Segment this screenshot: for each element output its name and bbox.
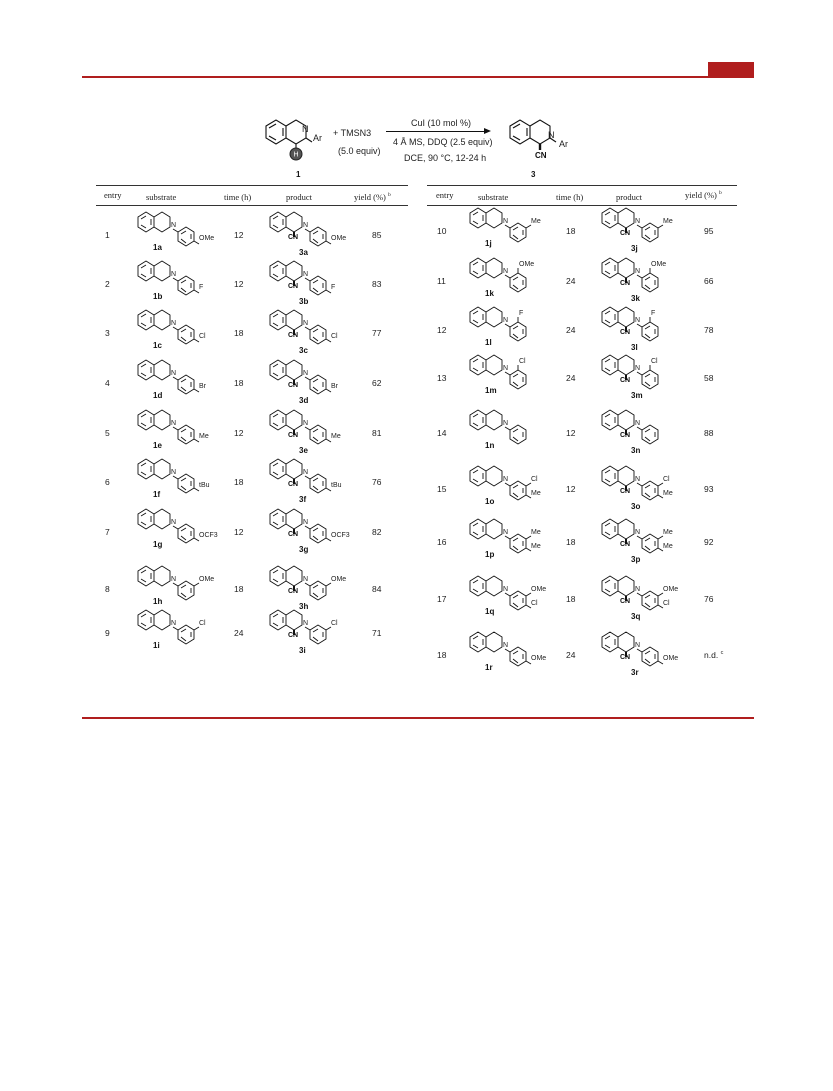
substrate-label: 1i: [153, 641, 160, 650]
substrate-label: 1r: [485, 663, 493, 672]
product-n: N: [635, 586, 641, 593]
product-structure: [268, 257, 352, 297]
product-cn: CN: [288, 234, 299, 241]
product-n: N: [303, 222, 309, 229]
product-n: N: [303, 420, 309, 427]
substrate-substituent: Br: [199, 383, 206, 390]
yield-value: 77: [372, 328, 382, 338]
product-structure: [268, 606, 352, 646]
entry-number: 11: [437, 276, 446, 286]
substrate-label: 1k: [485, 289, 494, 298]
yield-footnote: c: [720, 650, 724, 657]
reaction-time: 18: [234, 378, 244, 388]
product-cn: CN: [620, 488, 631, 495]
product-substituent: Cl: [651, 358, 658, 365]
entry-number: 4: [105, 378, 110, 388]
product-substituent: F: [651, 310, 656, 317]
reaction-time: 18: [234, 477, 244, 487]
product-substituent: OCF3: [331, 532, 350, 539]
yield-value: 71: [372, 628, 382, 638]
entry-number: 7: [105, 527, 110, 537]
product-label: 3d: [299, 396, 309, 405]
reaction-time: 12: [566, 484, 576, 494]
product-cn: CN: [620, 280, 631, 287]
product-substituent: Me: [331, 433, 341, 440]
product-structure: [268, 208, 352, 248]
product-cn: CN: [288, 432, 299, 439]
header-substrate-left: substrate: [146, 192, 177, 202]
product-label: 3m: [631, 391, 643, 400]
product-structure: [600, 628, 684, 668]
product-cn: CN: [288, 332, 299, 339]
substrate-n: N: [503, 218, 509, 225]
product-cn: CN: [288, 481, 299, 488]
substrate-n: N: [171, 271, 177, 278]
substrate-label: 1a: [153, 243, 162, 252]
substrate-substituent-2: Me: [531, 490, 541, 497]
yield-value: 78: [704, 325, 714, 335]
entry-number: 14: [437, 428, 447, 438]
substrate-label: 1e: [153, 441, 162, 450]
substrate-substituent: OCF3: [199, 532, 218, 539]
substrate-substituent: Me: [199, 433, 209, 440]
substrate-label: 1b: [153, 292, 163, 301]
substrate-structure: [136, 505, 220, 545]
product-cn: CN: [620, 377, 631, 384]
reaction-time: 24: [234, 628, 244, 638]
header-entry-right: entry: [436, 190, 454, 200]
header-time-left: time (h): [224, 192, 252, 202]
product-substituent: Cl: [331, 333, 338, 340]
substrate-substituent: tBu: [199, 482, 210, 489]
substrate-substituent: Me: [531, 218, 541, 225]
product-substituent: Me: [663, 529, 673, 536]
product-label: 3g: [299, 545, 309, 554]
svg-text:H: H: [293, 151, 299, 159]
reaction-time: 24: [566, 325, 576, 335]
header-time-right: time (h): [556, 192, 584, 202]
substrate-label: 1q: [485, 607, 495, 616]
product-label: 3k: [631, 294, 640, 303]
yield-value: 84: [372, 584, 382, 594]
substrate-substituent: OMe: [199, 576, 215, 583]
table-right-top-rule: [427, 185, 737, 186]
product-label: 3j: [631, 244, 638, 253]
product-label: 3e: [299, 446, 308, 455]
yield-value: 93: [704, 484, 714, 494]
entry-number: 1: [105, 230, 110, 240]
product-substituent: Me: [663, 218, 673, 225]
product-substituent-2: Me: [663, 490, 673, 497]
substrate-n: N: [171, 620, 177, 627]
bottom-rule: [82, 717, 754, 719]
product-structure: [600, 406, 684, 446]
product-cn: CN: [288, 283, 299, 290]
header-product-left: product: [286, 192, 312, 202]
entry-number: 9: [105, 628, 110, 638]
product-substituent: OMe: [651, 261, 667, 268]
product-structure: [268, 356, 352, 396]
header-yield-left: yield (%) $^b$: [354, 192, 391, 202]
reaction-time: 12: [234, 279, 244, 289]
entry-number: 3: [105, 328, 110, 338]
product-cn: CN: [620, 598, 631, 605]
substrate-n: N: [503, 365, 509, 372]
yield-value: 88: [704, 428, 714, 438]
reaction-time: 12: [566, 428, 576, 438]
substrate-substituent: OMe: [531, 655, 547, 662]
yield-value: 95: [704, 226, 714, 236]
substrate-substituent-2: Cl: [531, 600, 538, 607]
product-label: 3b: [299, 297, 309, 306]
start-material-label: 1: [296, 170, 301, 179]
substrate-n: N: [171, 469, 177, 476]
entry-number: 17: [437, 594, 447, 604]
header-product-right: product: [616, 192, 642, 202]
condition-catalyst: CuI (10 mol %): [411, 118, 472, 128]
substrate-structure: [136, 406, 220, 446]
reaction-time: 18: [566, 226, 576, 236]
product-label: 3p: [631, 555, 641, 564]
entry-number: 2: [105, 279, 110, 289]
substrate-n: N: [171, 222, 177, 229]
substrate-label: 1f: [153, 490, 161, 499]
substrate-structure: [468, 628, 552, 668]
product-label: 3c: [299, 346, 308, 355]
product-substituent: OMe: [331, 235, 347, 242]
entry-number: 16: [437, 537, 447, 547]
entry-number: 8: [105, 584, 110, 594]
product-substituent: OMe: [663, 655, 679, 662]
yield-value: n.d. $^c$: [704, 650, 724, 660]
product-label: 3q: [631, 612, 641, 621]
product-label: 3a: [299, 248, 308, 257]
product-substituent: Cl: [663, 476, 670, 483]
scheme-n: N: [302, 124, 309, 134]
product-label: 3f: [299, 495, 307, 504]
entry-number: 10: [437, 226, 447, 236]
product-cn: CN: [288, 382, 299, 389]
substrate-structure: [468, 254, 552, 294]
product-n: N: [303, 576, 309, 583]
reagent-equiv: (5.0 equiv): [338, 146, 381, 156]
substrate-substituent: Cl: [531, 476, 538, 483]
substrate-n: N: [171, 370, 177, 377]
product-label: 3n: [631, 446, 641, 455]
entry-number: 18: [437, 650, 447, 660]
substrate-n: N: [503, 317, 509, 324]
product-label: 3r: [631, 668, 639, 677]
product-cn: CN: [288, 531, 299, 538]
yield-value: 82: [372, 527, 382, 537]
table-left-header-rule: [96, 205, 408, 206]
substrate-substituent: F: [199, 284, 204, 291]
entry-number: 12: [437, 325, 447, 335]
product-substituent-2: Me: [663, 543, 673, 550]
product-n: N: [548, 130, 555, 140]
condition-additives: 4 Å MS, DDQ (2.5 equiv): [393, 137, 493, 147]
product-label: 3h: [299, 602, 309, 611]
reaction-time: 24: [566, 373, 576, 383]
product-substituent: OMe: [331, 576, 347, 583]
reaction-time: 18: [234, 328, 244, 338]
condition-solvent: DCE, 90 °C, 12-24 h: [404, 153, 487, 163]
product-cn: CN: [620, 654, 631, 661]
reaction-arrow: [386, 131, 486, 132]
reaction-time: 18: [566, 537, 576, 547]
substrate-structure: [136, 606, 220, 646]
product-cn: CN: [620, 230, 631, 237]
yield-value: 58: [704, 373, 714, 383]
reaction-time: 12: [234, 527, 244, 537]
product-cn: CN: [288, 588, 299, 595]
entry-number: 5: [105, 428, 110, 438]
yield-value: 92: [704, 537, 714, 547]
substrate-n: N: [503, 476, 509, 483]
product-n: N: [635, 268, 641, 275]
substrate-structure: [136, 257, 220, 297]
product-ar: Ar: [559, 139, 568, 149]
substrate-n: N: [503, 586, 509, 593]
product-structure: [268, 455, 352, 495]
substrate-structure: [136, 306, 220, 346]
reaction-time: 12: [234, 230, 244, 240]
yield-value: 83: [372, 279, 382, 289]
product-cn: CN: [620, 432, 631, 439]
substrate-structure: [136, 455, 220, 495]
product-n: N: [635, 420, 641, 427]
substrate-label: 1p: [485, 550, 495, 559]
substrate-label: 1o: [485, 497, 495, 506]
product-cn: CN: [620, 541, 631, 548]
header-entry-left: entry: [104, 190, 122, 200]
yield-value: 62: [372, 378, 382, 388]
substrate-substituent: F: [519, 310, 524, 317]
product-label: 3i: [299, 646, 306, 655]
product-label: 3l: [631, 343, 638, 352]
product-structure: [268, 406, 352, 446]
yield-value: 66: [704, 276, 714, 286]
reaction-scheme: [0, 0, 833, 190]
product-n: N: [303, 519, 309, 526]
product-n: N: [635, 317, 641, 324]
substrate-structure: [468, 303, 552, 343]
product-cn: CN: [535, 151, 547, 160]
product-substituent: Cl: [331, 620, 338, 627]
yield-value: 81: [372, 428, 382, 438]
substrate-label: 1l: [485, 338, 492, 347]
substrate-structure: [468, 351, 552, 391]
product-n: N: [303, 370, 309, 377]
product-n: N: [635, 529, 641, 536]
substrate-substituent: Me: [531, 529, 541, 536]
product-n: N: [635, 642, 641, 649]
entry-number: 15: [437, 484, 447, 494]
substrate-substituent: Cl: [199, 333, 206, 340]
substrate-substituent: OMe: [199, 235, 215, 242]
substrate-n: N: [503, 268, 509, 275]
scheme-ar: Ar: [313, 133, 322, 143]
substrate-label: 1d: [153, 391, 163, 400]
substrate-label: 1g: [153, 540, 163, 549]
product-substituent: F: [331, 284, 336, 291]
header-substrate-right: substrate: [478, 192, 509, 202]
substrate-substituent-2: Me: [531, 543, 541, 550]
reaction-time: 18: [234, 584, 244, 594]
reaction-arrow-head: [484, 128, 491, 134]
substrate-n: N: [503, 642, 509, 649]
yield-value: 85: [372, 230, 382, 240]
substrate-n: N: [171, 519, 177, 526]
product-label: 3: [531, 170, 536, 179]
entry-number: 6: [105, 477, 110, 487]
product-structure: [600, 351, 684, 391]
substrate-structure: [136, 208, 220, 248]
substrate-label: 1j: [485, 239, 492, 248]
substrate-structure: [136, 356, 220, 396]
table-left-top-rule: [96, 185, 408, 186]
product-label: 3o: [631, 502, 641, 511]
substrate-n: N: [503, 420, 509, 427]
product-n: N: [303, 469, 309, 476]
substrate-label: 1h: [153, 597, 163, 606]
substrate-n: N: [503, 529, 509, 536]
reaction-time: 24: [566, 276, 576, 286]
product-n: N: [303, 271, 309, 278]
substrate-structure: [468, 406, 552, 446]
product-n: N: [635, 365, 641, 372]
product-structure: [268, 505, 352, 545]
reaction-time: 18: [566, 594, 576, 604]
substrate-label: 1n: [485, 441, 495, 450]
header-yield-right: yield (%) $^b$: [685, 190, 722, 200]
reaction-time: 12: [234, 428, 244, 438]
product-n: N: [635, 218, 641, 225]
reagent: + TMSN3: [333, 128, 372, 138]
substrate-substituent: OMe: [531, 586, 547, 593]
substrate-n: N: [171, 420, 177, 427]
product-cn: CN: [620, 329, 631, 336]
substrate-label: 1m: [485, 386, 497, 395]
product-structure: [268, 306, 352, 346]
yield-value: 76: [704, 594, 714, 604]
product-n: N: [303, 320, 309, 327]
product-cn: CN: [288, 632, 299, 639]
substrate-n: N: [171, 576, 177, 583]
product-substituent: Br: [331, 383, 338, 390]
substrate-n: N: [171, 320, 177, 327]
substrate-substituent: Cl: [519, 358, 526, 365]
product-substituent: tBu: [331, 482, 342, 489]
substrate-substituent: OMe: [519, 261, 535, 268]
product-n: N: [635, 476, 641, 483]
product-n: N: [303, 620, 309, 627]
substrate-label: 1c: [153, 341, 162, 350]
reaction-time: 24: [566, 650, 576, 660]
product-structure: [600, 303, 684, 343]
product-structure: [600, 254, 684, 294]
entry-number: 13: [437, 373, 447, 383]
product-substituent-2: Cl: [663, 600, 670, 607]
yield-value: 76: [372, 477, 382, 487]
product-substituent: OMe: [663, 586, 679, 593]
substrate-substituent: Cl: [199, 620, 206, 627]
